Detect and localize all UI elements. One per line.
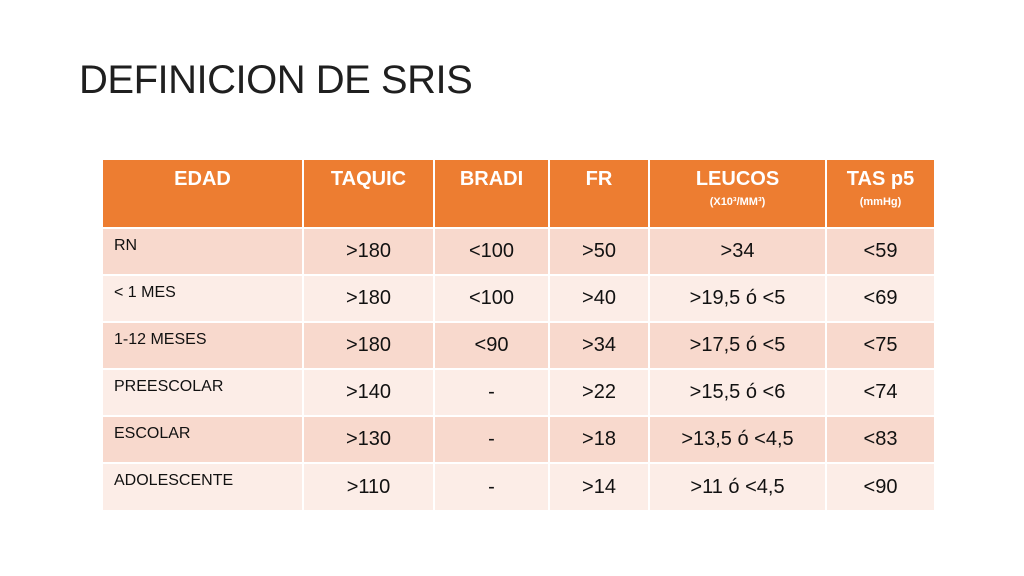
sris-table	[103, 160, 934, 510]
header-label: EDAD	[174, 168, 231, 190]
header-taquic	[303, 160, 434, 228]
cell-tas: <90	[826, 463, 934, 510]
cell-fr: >50	[549, 228, 649, 275]
cell-leucos: >34	[649, 228, 826, 275]
cell-fr: >14	[549, 463, 649, 510]
header-bradi	[434, 160, 549, 228]
cell-fr: >22	[549, 369, 649, 416]
header-label: TAQUIC	[330, 168, 407, 190]
cell-edad: < 1 MES	[103, 275, 303, 322]
cell-taquic: >180	[303, 322, 434, 369]
cell-bradi: -	[434, 369, 549, 416]
table-row	[103, 369, 934, 416]
cell-leucos: >11 ó <4,5	[649, 463, 826, 510]
header-tas-p5	[826, 160, 934, 228]
cell-taquic: >180	[303, 275, 434, 322]
cell-bradi: <100	[434, 275, 549, 322]
cell-tas: <59	[826, 228, 934, 275]
table-row	[103, 322, 934, 369]
cell-tas: <74	[826, 369, 934, 416]
cell-leucos: >17,5 ó <5	[649, 322, 826, 369]
cell-edad: ESCOLAR	[103, 416, 303, 463]
header-sublabel: (mmHg)	[859, 196, 902, 208]
header-label: BRADI	[459, 168, 524, 190]
table-row	[103, 228, 934, 275]
cell-bradi: <100	[434, 228, 549, 275]
cell-edad: RN	[103, 228, 303, 275]
cell-leucos: >13,5 ó <4,5	[649, 416, 826, 463]
cell-bradi: -	[434, 463, 549, 510]
cell-leucos: >15,5 ó <6	[649, 369, 826, 416]
header-label: TAS p5	[846, 168, 915, 190]
header-sublabel: (X10³/MM³)	[709, 196, 766, 208]
cell-edad: 1-12 MESES	[103, 322, 303, 369]
header-leucos	[649, 160, 826, 228]
cell-tas: <75	[826, 322, 934, 369]
cell-taquic: >180	[303, 228, 434, 275]
cell-bradi: -	[434, 416, 549, 463]
cell-tas: <83	[826, 416, 934, 463]
cell-edad: ADOLESCENTE	[103, 463, 303, 510]
cell-taquic: >140	[303, 369, 434, 416]
cell-taquic: >110	[303, 463, 434, 510]
cell-taquic: >130	[303, 416, 434, 463]
cell-bradi: <90	[434, 322, 549, 369]
table-row	[103, 463, 934, 510]
slide-title: DEFINICION DE SRIS	[79, 58, 473, 102]
cell-fr: >40	[549, 275, 649, 322]
header-edad	[103, 160, 303, 228]
header-label: FR	[585, 168, 613, 190]
cell-fr: >34	[549, 322, 649, 369]
header-fr	[549, 160, 649, 228]
header-label: LEUCOS	[695, 168, 780, 190]
table-header-row	[103, 160, 934, 228]
cell-edad: PREESCOLAR	[103, 369, 303, 416]
cell-tas: <69	[826, 275, 934, 322]
table-row	[103, 416, 934, 463]
cell-leucos: >19,5 ó <5	[649, 275, 826, 322]
table-row	[103, 275, 934, 322]
cell-fr: >18	[549, 416, 649, 463]
